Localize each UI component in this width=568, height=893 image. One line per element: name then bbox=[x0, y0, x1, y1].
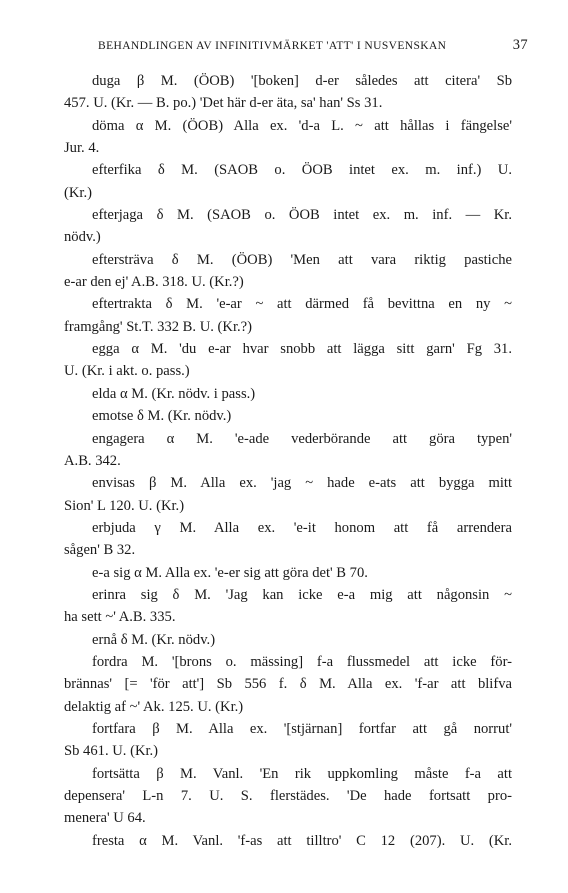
running-title: BEHANDLINGEN AV INFINITIVMÄRKET 'ATT' I NUSVENSKAN bbox=[98, 40, 447, 52]
text-line: döma α M. (ÖOB) Alla ex. 'd-a L. ~ att hållas i fängelse' bbox=[92, 117, 512, 134]
text-line: eftersträva δ M. (ÖOB) 'Men att vara riktig pastiche bbox=[92, 251, 512, 268]
text-line: fortsätta β M. Vanl. 'En rik uppkomling måste f-a att bbox=[92, 765, 512, 782]
text-line: e-a sig α M. Alla ex. 'e-er sig att göra det' B 70. bbox=[92, 564, 368, 581]
text-line: U. (Kr. i akt. o. pass.) bbox=[64, 363, 190, 380]
text-line: (Kr.) bbox=[64, 184, 92, 201]
text-line: eftertrakta δ M. 'e-ar ~ att därmed få bevittna en ny ~ bbox=[92, 296, 512, 313]
text-line: delaktig af ~' Ak. 125. U. (Kr.) bbox=[64, 698, 244, 715]
page-body bbox=[64, 70, 512, 852]
text-line: fresta α M. Vanl. 'f-as att tilltro' C 12 (207). U. (Kr. bbox=[92, 832, 512, 849]
text-line: efterfika δ M. (SAOB o. ÖOB intet ex. m. inf.) U. bbox=[92, 162, 512, 179]
text-line: Sion' L 120. U. (Kr.) bbox=[64, 497, 185, 514]
text-line: ha sett ~' A.B. 335. bbox=[64, 609, 176, 626]
text-line: depensera' L-n 7. U. S. flerstädes. 'De hade fortsatt pro- bbox=[64, 788, 512, 804]
text-line: ernå δ M. (Kr. nödv.) bbox=[92, 631, 216, 648]
text-line: emotse δ M. (Kr. nödv.) bbox=[92, 408, 232, 425]
text-line: Sb 461. U. (Kr.) bbox=[64, 743, 159, 760]
text-line: 457. U. (Kr. — B. po.) 'Det här d-er äta, sa' han' Ss 31. bbox=[64, 95, 383, 112]
text-line: engagera α M. 'e-ade vederbörande att göra typen' bbox=[92, 430, 512, 447]
page-number: 37 bbox=[512, 37, 528, 53]
text-line: fordra M. '[brons o. mässing] f-a flussmedel att icke för- bbox=[92, 653, 512, 670]
text-line: framgång' St.T. 332 B. U. (Kr.?) bbox=[64, 318, 252, 335]
text-line: brännas' [= 'för att'] Sb 556 f. δ M. Alla ex. 'f-ar att blifva bbox=[64, 676, 512, 693]
running-header bbox=[98, 37, 528, 53]
text-line: fortfara β M. Alla ex. '[stjärnan] fortfar att gå norrut' bbox=[92, 720, 512, 737]
text-line: erinra sig δ M. 'Jag kan icke e-a mig att någonsin ~ bbox=[92, 586, 512, 603]
text-line: duga β M. (ÖOB) '[boken] d-er således att citera' Sb bbox=[92, 73, 512, 89]
text-line: envisas β M. Alla ex. 'jag ~ hade e-ats att bygga mitt bbox=[92, 475, 512, 492]
text-line: nödv.) bbox=[64, 229, 101, 246]
text-line: sågen' B 32. bbox=[64, 542, 136, 559]
text-line: menera' U 64. bbox=[64, 810, 146, 827]
text-line: elda α M. (Kr. nödv. i pass.) bbox=[92, 385, 256, 402]
text-line: Jur. 4. bbox=[64, 140, 100, 157]
text-line: A.B. 342. bbox=[64, 452, 121, 469]
text-line: erbjuda γ M. Alla ex. 'e-it honom att få arrendera bbox=[92, 519, 512, 536]
text-line: egga α M. 'du e-ar hvar snobb att lägga sitt garn' Fg 31. bbox=[92, 341, 512, 358]
text-line: efterjaga δ M. (SAOB o. ÖOB intet ex. m. inf. — Kr. bbox=[92, 207, 512, 224]
text-line: e-ar den ej' A.B. 318. U. (Kr.?) bbox=[64, 274, 244, 291]
